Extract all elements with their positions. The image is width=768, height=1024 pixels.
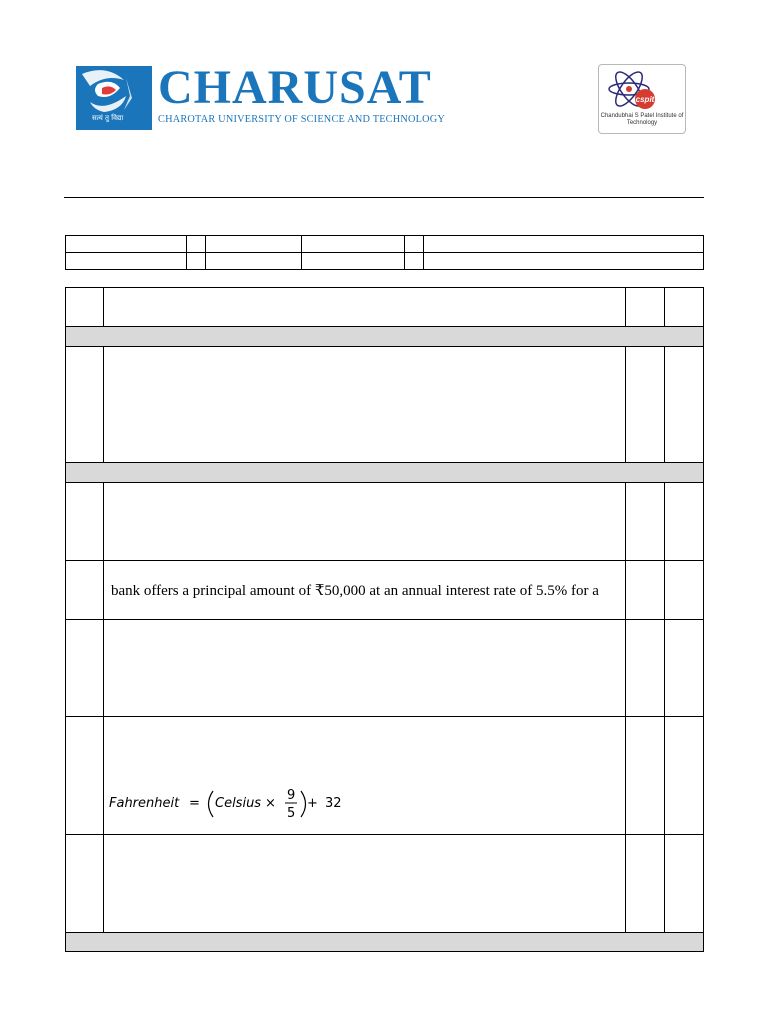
co-cell [626,347,665,463]
marks-cell [665,561,704,620]
brand-name: CHARUSAT [158,61,432,114]
question-number [66,483,104,561]
atom-icon [599,65,685,113]
sr-no-header [66,288,104,327]
section-header-row [66,933,704,952]
question-number [66,717,104,835]
section-header-row [66,327,704,347]
question-row [66,347,704,463]
section-header-row [66,463,704,483]
info-cell [66,236,187,253]
table-header-row [66,288,704,327]
question-cell [104,483,626,561]
info-cell [424,236,704,253]
formula-term: Celsius [215,796,262,811]
section-header [66,327,704,347]
info-cell [187,236,206,253]
question-cell [104,620,626,717]
info-cell [424,253,704,270]
course-info-table [65,235,704,270]
marks-cell [665,835,704,933]
co-cell [626,717,665,835]
question-number [66,561,104,620]
charusat-wordmark [158,61,446,130]
formula-numerator: 9 [287,788,296,803]
info-cell [206,236,302,253]
brand-motto: सत्यं तु विद्या [92,114,124,122]
charusat-emblem [76,66,152,130]
right-paren [301,791,306,817]
info-row [66,236,704,253]
formula-svg [109,777,369,829]
left-paren [209,791,214,817]
info-cell [66,253,187,270]
co-cell [626,620,665,717]
charusat-logo [76,61,446,130]
info-cell [302,236,405,253]
co-cell [626,835,665,933]
question-cell [104,835,626,933]
institute-name: Chandubhai S Patel Institute of Technology [600,113,684,126]
question-row [66,620,704,717]
info-cell [302,253,405,270]
formula-constant: 32 [325,796,342,811]
question-number [66,347,104,463]
formula-plus: + [307,796,318,811]
question-row [66,483,704,561]
question-table [65,287,704,952]
question-row [66,561,704,620]
co-cell [626,483,665,561]
info-cell [405,253,424,270]
cspit-logo [598,64,686,134]
marks-cell [665,347,704,463]
info-cell [206,253,302,270]
marks-cell [665,717,704,835]
brand-subtitle: CHAROTAR UNIVERSITY OF SCIENCE AND TECHNOLOGY [158,114,446,125]
section-header [66,463,704,483]
marks-header [665,288,704,327]
question-cell [104,561,626,620]
info-row [66,253,704,270]
formula-equals: = [189,796,200,811]
formula-lhs: Fahrenheit [109,796,180,811]
question-text: bank offers a principal amount of ₹50,000 at an annual interest rate of 5.5% for a [111,583,599,599]
question-header [104,288,626,327]
section-header [66,933,704,952]
marks-cell [665,483,704,561]
marks-cell [665,620,704,717]
info-cell [187,253,206,270]
co-cell [626,561,665,620]
header-rule [64,197,704,198]
co-header [626,288,665,327]
question-cell [104,347,626,463]
question-number [66,620,104,717]
institute-short: cspit [635,95,655,104]
conversion-formula [104,717,625,834]
question-number [66,835,104,933]
formula-times: × [265,796,276,811]
question-row [66,717,704,835]
question-cell [104,717,626,835]
info-cell [405,236,424,253]
formula-denominator: 5 [287,806,296,821]
question-row [66,835,704,933]
